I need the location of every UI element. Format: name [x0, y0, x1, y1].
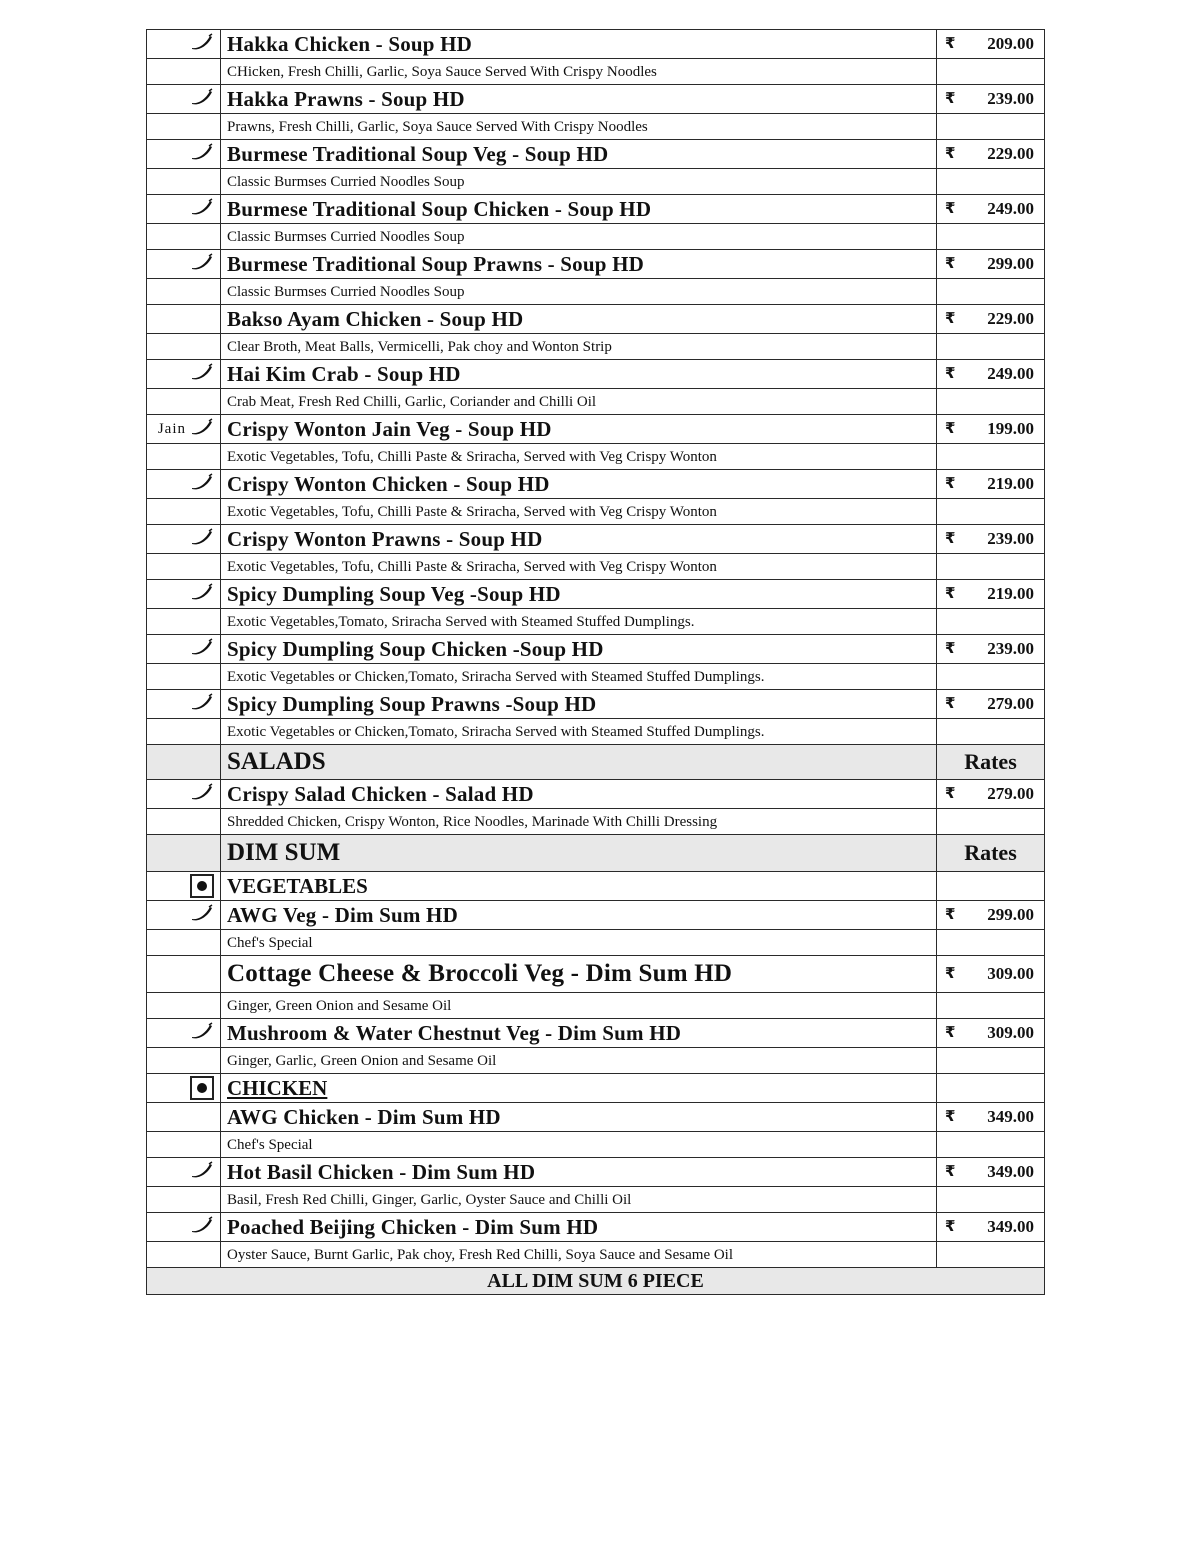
- item-price-cell: [937, 1213, 1045, 1242]
- empty-cell: [937, 169, 1045, 195]
- item-name: Bakso Ayam Chicken - Soup HD: [227, 306, 524, 331]
- chilli-icon: [190, 693, 214, 716]
- rupee-symbol: ₹: [945, 1217, 956, 1235]
- item-price: 219.00: [987, 584, 1034, 603]
- menu-desc-row: [147, 809, 1045, 835]
- item-price: 239.00: [987, 529, 1034, 548]
- empty-cell: [937, 224, 1045, 250]
- item-name: Poached Beijing Chicken - Dim Sum HD: [227, 1214, 599, 1239]
- item-name-cell: [221, 1213, 937, 1242]
- menu-item-row: [147, 415, 1045, 444]
- empty-cell: [937, 1242, 1045, 1268]
- item-price-cell: [937, 901, 1045, 930]
- empty-cell: [147, 554, 221, 580]
- item-description: Prawns, Fresh Chilli, Garlic, Soya Sauce Served With Crispy Noodles: [227, 118, 648, 135]
- menu-item-row: [147, 195, 1045, 224]
- veg-mark-cell: [147, 872, 221, 901]
- item-description: Exotic Vegetables or Chicken,Tomato, Sriracha Served with Steamed Stuffed Dumplings.: [227, 723, 765, 740]
- item-description: Ginger, Green Onion and Sesame Oil: [227, 997, 452, 1014]
- empty-cell: [937, 1132, 1045, 1158]
- item-name: Hakka Chicken - Soup HD: [227, 31, 473, 56]
- spice-cell: [147, 690, 221, 719]
- item-price: 309.00: [987, 1023, 1034, 1042]
- item-name-cell: [221, 140, 937, 169]
- rates-label: Rates: [964, 840, 1017, 865]
- menu-item-row: [147, 635, 1045, 664]
- item-price: 349.00: [987, 1107, 1034, 1126]
- item-description: Shredded Chicken, Crispy Wonton, Rice Noodles, Marinade With Chilli Dressing: [227, 813, 718, 830]
- chilli-icon: [190, 638, 214, 661]
- item-desc-cell: [221, 499, 937, 525]
- menu-desc-row: [147, 114, 1045, 140]
- empty-cell: [147, 1187, 221, 1213]
- spice-cell: [147, 580, 221, 609]
- item-description: Clear Broth, Meat Balls, Vermicelli, Pak choy and Wonton Strip: [227, 338, 612, 355]
- chilli-icon: [190, 198, 214, 221]
- menu-item-row: [147, 690, 1045, 719]
- menu-desc-row: [147, 279, 1045, 305]
- menu-desc-row: [147, 389, 1045, 415]
- spice-cell: [147, 415, 221, 444]
- item-description: Classic Burmses Curried Noodles Soup: [227, 228, 465, 245]
- item-name-cell: [221, 1103, 937, 1132]
- item-desc-cell: [221, 609, 937, 635]
- item-desc-cell: [221, 169, 937, 195]
- item-name: Burmese Traditional Soup Chicken - Soup HD: [227, 196, 652, 221]
- menu-body: [147, 30, 1045, 1295]
- rupee-symbol: ₹: [945, 89, 956, 107]
- item-description: Crab Meat, Fresh Red Chilli, Garlic, Coriander and Chilli Oil: [227, 393, 597, 410]
- rupee-symbol: ₹: [945, 964, 956, 982]
- item-name-cell: [221, 635, 937, 664]
- item-desc-cell: [221, 1048, 937, 1074]
- item-price: 249.00: [987, 199, 1034, 218]
- rupee-symbol: ₹: [945, 474, 956, 492]
- empty-cell: [147, 279, 221, 305]
- item-price: 209.00: [987, 34, 1034, 53]
- item-description: Chef's Special: [227, 934, 313, 951]
- empty-cell: [147, 1048, 221, 1074]
- empty-cell: [937, 499, 1045, 525]
- menu-desc-row: [147, 1242, 1045, 1268]
- item-price: 229.00: [987, 309, 1034, 328]
- menu-item-row: [147, 140, 1045, 169]
- item-name: Spicy Dumpling Soup Chicken -Soup HD: [227, 636, 604, 661]
- spice-cell: [147, 250, 221, 279]
- chilli-icon: [190, 88, 214, 111]
- subsection-title-cell: [221, 872, 937, 901]
- item-name: Crispy Salad Chicken - Salad HD: [227, 781, 534, 806]
- item-name-cell: [221, 195, 937, 224]
- item-description: Oyster Sauce, Burnt Garlic, Pak choy, Fresh Red Chilli, Soya Sauce and Sesame Oil: [227, 1246, 734, 1263]
- vegetables-subheader: [147, 872, 1045, 901]
- menu-desc-row: [147, 1132, 1045, 1158]
- menu-desc-row: [147, 1187, 1045, 1213]
- rupee-symbol: ₹: [945, 584, 956, 602]
- rates-label: Rates: [964, 749, 1017, 774]
- dot-square-icon: [190, 874, 214, 898]
- spice-cell: [147, 305, 221, 334]
- item-name-cell: [221, 1158, 937, 1187]
- item-desc-cell: [221, 224, 937, 250]
- item-price-cell: [937, 956, 1045, 993]
- item-desc-cell: [221, 554, 937, 580]
- item-name-cell: [221, 525, 937, 554]
- menu-item-row: [147, 1213, 1045, 1242]
- item-description: Basil, Fresh Red Chilli, Ginger, Garlic, Oyster Sauce and Chilli Oil: [227, 1191, 632, 1208]
- item-description: Exotic Vegetables or Chicken,Tomato, Sriracha Served with Steamed Stuffed Dumplings.: [227, 668, 765, 685]
- rupee-symbol: ₹: [945, 34, 956, 52]
- empty-cell: [147, 499, 221, 525]
- empty-cell: [147, 169, 221, 195]
- empty-cell: [937, 930, 1045, 956]
- empty-cell: [937, 114, 1045, 140]
- menu-item-row: [147, 1019, 1045, 1048]
- empty-cell: [937, 389, 1045, 415]
- item-desc-cell: [221, 1132, 937, 1158]
- rupee-symbol: ₹: [945, 144, 956, 162]
- footer-row: [147, 1268, 1045, 1295]
- menu-desc-row: [147, 169, 1045, 195]
- item-price-cell: [937, 30, 1045, 59]
- item-description: Chef's Special: [227, 1136, 313, 1153]
- item-name-cell: [221, 1019, 937, 1048]
- chilli-icon: [190, 528, 214, 551]
- item-name: Hakka Prawns - Soup HD: [227, 86, 465, 111]
- empty-cell: [937, 59, 1045, 85]
- spice-cell: [147, 1103, 221, 1132]
- item-name-cell: [221, 690, 937, 719]
- item-price: 229.00: [987, 144, 1034, 163]
- item-description: Exotic Vegetables, Tofu, Chilli Paste & Sriracha, Served with Veg Crispy Wonton: [227, 503, 717, 520]
- subsection-title: CHICKEN: [227, 1075, 328, 1100]
- menu-item-row: [147, 85, 1045, 114]
- item-name-cell: [221, 470, 937, 499]
- item-price-cell: [937, 1019, 1045, 1048]
- rupee-symbol: ₹: [945, 309, 956, 327]
- empty-cell: [937, 609, 1045, 635]
- item-name-cell: [221, 901, 937, 930]
- item-price-cell: [937, 525, 1045, 554]
- subsection-title-cell: [221, 1074, 937, 1103]
- empty-cell: [937, 444, 1045, 470]
- chicken-subheader: [147, 1074, 1045, 1103]
- empty-cell: [147, 1242, 221, 1268]
- spice-cell: [147, 195, 221, 224]
- empty-cell: [147, 993, 221, 1019]
- footer-cell: [147, 1268, 1045, 1295]
- chilli-icon: [190, 1161, 214, 1184]
- menu-item-row: [147, 360, 1045, 389]
- menu-desc-row: [147, 719, 1045, 745]
- item-price-cell: [937, 140, 1045, 169]
- item-price: 279.00: [987, 784, 1034, 803]
- menu-item-row: [147, 956, 1045, 993]
- empty-cell: [147, 664, 221, 690]
- item-price-cell: [937, 780, 1045, 809]
- rates-cell: [937, 835, 1045, 872]
- empty-cell: [937, 993, 1045, 1019]
- section-title: SALADS: [227, 748, 326, 775]
- menu-item-row: [147, 250, 1045, 279]
- empty-cell: [147, 719, 221, 745]
- item-price: 309.00: [987, 964, 1034, 983]
- menu-item-row: [147, 901, 1045, 930]
- footer-note: ALL DIM SUM 6 PIECE: [487, 1269, 704, 1292]
- menu-item-row: [147, 580, 1045, 609]
- rupee-symbol: ₹: [945, 254, 956, 272]
- item-name: Burmese Traditional Soup Veg - Soup HD: [227, 141, 609, 166]
- rupee-symbol: ₹: [945, 1023, 956, 1041]
- spice-cell: [147, 525, 221, 554]
- menu-desc-row: [147, 1048, 1045, 1074]
- item-name-cell: [221, 305, 937, 334]
- item-desc-cell: [221, 334, 937, 360]
- spice-cell: [147, 956, 221, 993]
- spice-cell: [147, 470, 221, 499]
- item-name-cell: [221, 250, 937, 279]
- item-name: Spicy Dumpling Soup Prawns -Soup HD: [227, 691, 597, 716]
- menu-item-row: [147, 525, 1045, 554]
- item-price: 279.00: [987, 694, 1034, 713]
- menu-desc-row: [147, 930, 1045, 956]
- chilli-icon: [190, 143, 214, 166]
- spice-cell: [147, 1019, 221, 1048]
- empty-cell: [937, 1074, 1045, 1103]
- menu-desc-row: [147, 554, 1045, 580]
- item-price-cell: [937, 690, 1045, 719]
- dot-square-icon: [190, 1076, 214, 1100]
- item-name-cell: [221, 30, 937, 59]
- item-desc-cell: [221, 1242, 937, 1268]
- item-description: Classic Burmses Curried Noodles Soup: [227, 173, 465, 190]
- empty-cell: [147, 334, 221, 360]
- menu-item-row: [147, 780, 1045, 809]
- menu-desc-row: [147, 664, 1045, 690]
- item-name-cell: [221, 85, 937, 114]
- empty-cell: [937, 279, 1045, 305]
- item-name-cell: [221, 580, 937, 609]
- spice-cell: [147, 635, 221, 664]
- spice-cell: [147, 360, 221, 389]
- item-description: Exotic Vegetables, Tofu, Chilli Paste & Sriracha, Served with Veg Crispy Wonton: [227, 448, 717, 465]
- item-name: Burmese Traditional Soup Prawns - Soup HD: [227, 251, 644, 276]
- rupee-symbol: ₹: [945, 1107, 956, 1125]
- item-price-cell: [937, 470, 1045, 499]
- spice-cell: [147, 780, 221, 809]
- item-name-cell: [221, 780, 937, 809]
- item-name: Hai Kim Crab - Soup HD: [227, 361, 461, 386]
- item-price-cell: [937, 195, 1045, 224]
- rupee-symbol: ₹: [945, 784, 956, 802]
- item-price-cell: [937, 580, 1045, 609]
- spice-cell: [147, 1158, 221, 1187]
- chilli-icon: [190, 33, 214, 56]
- chilli-icon: [190, 583, 214, 606]
- menu-desc-row: [147, 499, 1045, 525]
- item-price-cell: [937, 305, 1045, 334]
- subsection-title: VEGETABLES: [227, 873, 368, 898]
- item-desc-cell: [221, 993, 937, 1019]
- empty-cell: [937, 809, 1045, 835]
- menu-desc-row: [147, 444, 1045, 470]
- item-desc-cell: [221, 809, 937, 835]
- rupee-symbol: ₹: [945, 199, 956, 217]
- section-title: DIM SUM: [227, 839, 341, 866]
- chilli-icon: [190, 418, 214, 441]
- empty-cell: [147, 1132, 221, 1158]
- menu-desc-row: [147, 993, 1045, 1019]
- item-desc-cell: [221, 59, 937, 85]
- rupee-symbol: ₹: [945, 639, 956, 657]
- item-name-cell: [221, 415, 937, 444]
- chilli-icon: [190, 1216, 214, 1239]
- veg-mark-cell: [147, 1074, 221, 1103]
- empty-cell: [147, 809, 221, 835]
- chilli-icon: [190, 1022, 214, 1045]
- empty-cell: [147, 59, 221, 85]
- empty-cell: [147, 444, 221, 470]
- chilli-icon: [190, 363, 214, 386]
- menu-desc-row: [147, 334, 1045, 360]
- item-desc-cell: [221, 279, 937, 305]
- spice-cell: [147, 901, 221, 930]
- menu-desc-row: [147, 609, 1045, 635]
- menu-table: [146, 29, 1045, 1295]
- item-price: 249.00: [987, 364, 1034, 383]
- item-price: 349.00: [987, 1217, 1034, 1236]
- rupee-symbol: ₹: [945, 905, 956, 923]
- item-price: 299.00: [987, 905, 1034, 924]
- empty-cell: [147, 745, 221, 780]
- item-price-cell: [937, 1103, 1045, 1132]
- item-name: Crispy Wonton Prawns - Soup HD: [227, 526, 543, 551]
- menu-item-row: [147, 305, 1045, 334]
- spice-cell: [147, 85, 221, 114]
- empty-cell: [147, 224, 221, 250]
- item-desc-cell: [221, 389, 937, 415]
- rupee-symbol: ₹: [945, 529, 956, 547]
- item-desc-cell: [221, 719, 937, 745]
- spice-cell: [147, 1213, 221, 1242]
- item-price: 219.00: [987, 474, 1034, 493]
- menu-desc-row: [147, 59, 1045, 85]
- item-price: 199.00: [987, 419, 1034, 438]
- empty-cell: [147, 114, 221, 140]
- spice-cell: [147, 30, 221, 59]
- salads-section-header: [147, 745, 1045, 780]
- empty-cell: [147, 835, 221, 872]
- item-description: Exotic Vegetables,Tomato, Sriracha Served with Steamed Stuffed Dumplings.: [227, 613, 695, 630]
- rupee-symbol: ₹: [945, 364, 956, 382]
- spice-cell: [147, 140, 221, 169]
- item-desc-cell: [221, 444, 937, 470]
- item-desc-cell: [221, 930, 937, 956]
- item-description: Ginger, Garlic, Green Onion and Sesame Oil: [227, 1052, 497, 1069]
- item-description: CHicken, Fresh Chilli, Garlic, Soya Sauce Served With Crispy Noodles: [227, 63, 657, 80]
- empty-cell: [937, 872, 1045, 901]
- empty-cell: [937, 334, 1045, 360]
- menu-item-row: [147, 1103, 1045, 1132]
- dim-sum-section-header: [147, 835, 1045, 872]
- item-price-cell: [937, 360, 1045, 389]
- chilli-icon: [190, 253, 214, 276]
- empty-cell: [937, 554, 1045, 580]
- item-name: Cottage Cheese & Broccoli Veg - Dim Sum HD: [227, 960, 733, 987]
- empty-cell: [937, 1187, 1045, 1213]
- section-title-cell: [221, 745, 937, 780]
- item-price-cell: [937, 85, 1045, 114]
- section-title-cell: [221, 835, 937, 872]
- item-name-cell: [221, 360, 937, 389]
- chilli-icon: [190, 904, 214, 927]
- item-name-cell: [221, 956, 937, 993]
- item-price: 239.00: [987, 89, 1034, 108]
- menu-item-row: [147, 1158, 1045, 1187]
- rates-cell: [937, 745, 1045, 780]
- item-name: Mushroom & Water Chestnut Veg - Dim Sum HD: [227, 1020, 682, 1045]
- item-desc-cell: [221, 114, 937, 140]
- menu-item-row: [147, 30, 1045, 59]
- chilli-icon: [190, 783, 214, 806]
- rupee-symbol: ₹: [945, 1162, 956, 1180]
- item-desc-cell: [221, 664, 937, 690]
- item-price-cell: [937, 1158, 1045, 1187]
- item-price: 299.00: [987, 254, 1034, 273]
- item-description: Exotic Vegetables, Tofu, Chilli Paste & Sriracha, Served with Veg Crispy Wonton: [227, 558, 717, 575]
- empty-cell: [937, 664, 1045, 690]
- item-price-cell: [937, 635, 1045, 664]
- item-price-cell: [937, 250, 1045, 279]
- item-name: Hot Basil Chicken - Dim Sum HD: [227, 1159, 536, 1184]
- item-name: Crispy Wonton Jain Veg - Soup HD: [227, 416, 552, 441]
- item-name: Spicy Dumpling Soup Veg -Soup HD: [227, 581, 561, 606]
- empty-cell: [147, 930, 221, 956]
- jain-tag: Jain: [157, 420, 186, 437]
- item-price: 349.00: [987, 1162, 1034, 1181]
- item-name: AWG Veg - Dim Sum HD: [227, 902, 458, 927]
- empty-cell: [937, 719, 1045, 745]
- item-price-cell: [937, 415, 1045, 444]
- item-price: 239.00: [987, 639, 1034, 658]
- menu-desc-row: [147, 224, 1045, 250]
- empty-cell: [937, 1048, 1045, 1074]
- rupee-symbol: ₹: [945, 694, 956, 712]
- chilli-icon: [190, 473, 214, 496]
- item-description: Classic Burmses Curried Noodles Soup: [227, 283, 465, 300]
- rupee-symbol: ₹: [945, 419, 956, 437]
- item-name: Crispy Wonton Chicken - Soup HD: [227, 471, 550, 496]
- menu-item-row: [147, 470, 1045, 499]
- empty-cell: [147, 389, 221, 415]
- empty-cell: [147, 609, 221, 635]
- item-name: AWG Chicken - Dim Sum HD: [227, 1104, 501, 1129]
- item-desc-cell: [221, 1187, 937, 1213]
